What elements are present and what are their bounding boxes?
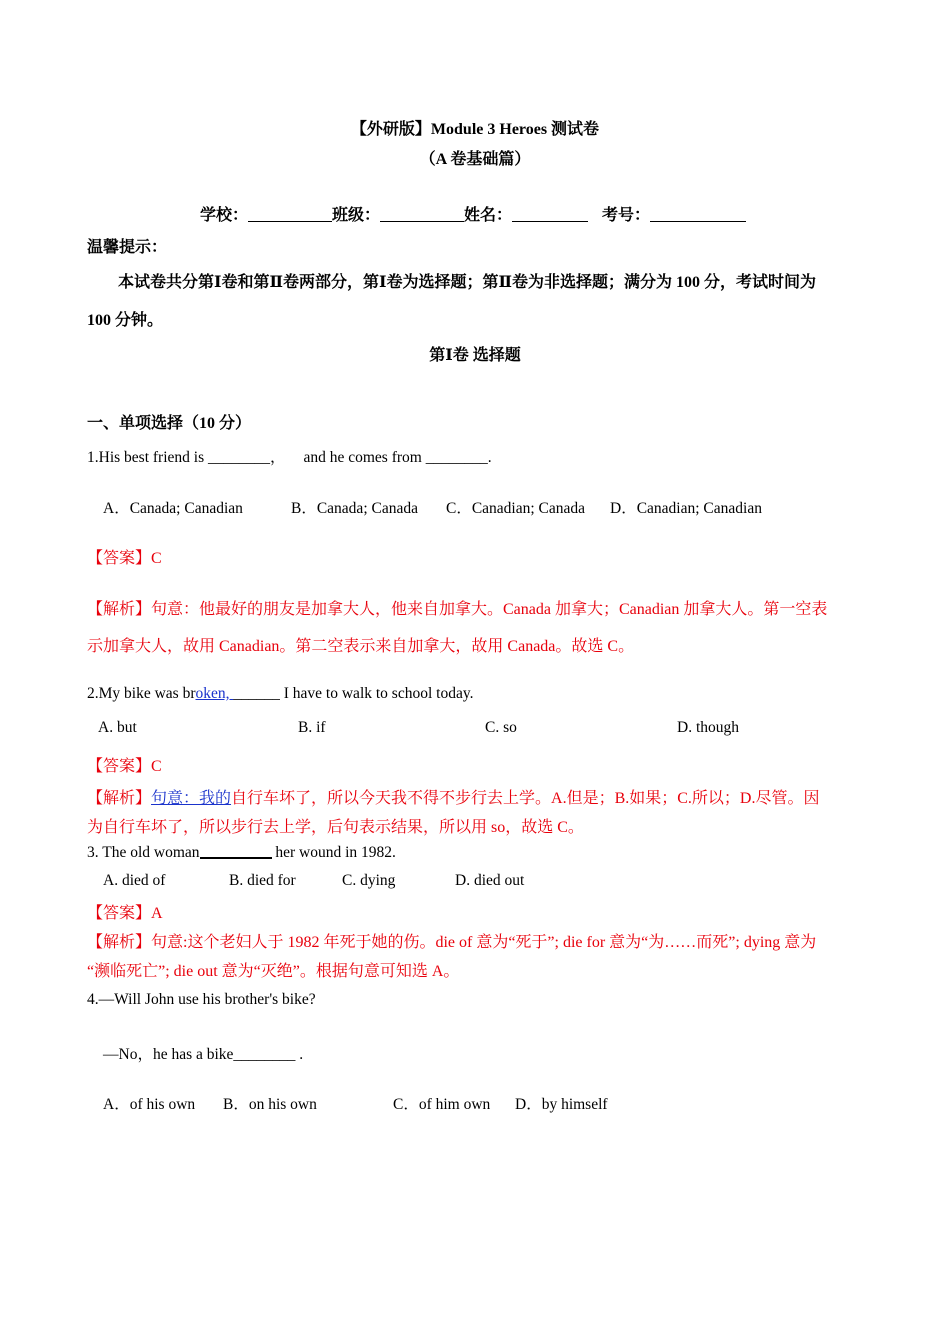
q3-stem <box>87 844 396 862</box>
q4-option-a: A．of his own <box>103 1096 196 1113</box>
q2-analysis-label: 【解析】 <box>87 790 152 807</box>
q2-option-d: D. though <box>677 719 739 736</box>
document-title <box>0 116 950 139</box>
q1-stem-part-a: 1.His best friend is ________， <box>87 449 286 466</box>
school-blank <box>248 220 332 222</box>
q4-option-d: D．by himself <box>515 1096 608 1113</box>
q2-stem-link[interactable]: oken, <box>195 685 234 702</box>
name-blank <box>512 220 588 222</box>
name-label: 姓名： <box>464 207 513 224</box>
q3-option-c: C. dying <box>342 872 396 889</box>
q3-answer: 【答案】A <box>87 905 163 922</box>
q2-analysis-rest: 自行车坏了，所以今天我不得不步行去上学。A.但是；B.如果；C.所以；D.尽管。因 <box>231 790 820 807</box>
q3-blank <box>200 856 272 859</box>
part-1-title <box>0 342 950 365</box>
number-label: 考号： <box>602 207 651 224</box>
q1-stem-part-b: and he comes from ________. <box>303 449 492 466</box>
part-1-title-text: 第Ⅰ卷 选择题 <box>429 347 521 364</box>
q3-option-a: A. died of <box>103 872 166 889</box>
number-blank <box>650 220 746 222</box>
q2-analysis-line-2: 为自行车坏了，所以步行去上学，后句表示结果，所以用 so，故选 C。 <box>87 819 584 836</box>
q4-option-c: C．of him own <box>393 1096 491 1113</box>
document-title-text: 【外研版】Module 3 Heroes 测试卷 <box>350 121 600 138</box>
q2-stem <box>87 685 473 703</box>
q1-analysis-line-1: 【解析】句意：他最好的朋友是加拿大人，他来自加拿大。Canada 加拿大；Canadian 加拿大人。第一空表 <box>87 601 828 618</box>
q4-reply: —No，he has a bike________ . <box>103 1046 304 1063</box>
q2-analysis-line-1 <box>87 785 820 808</box>
q3-option-d: D. died out <box>455 872 525 889</box>
notice-line-2: 100 分钟。 <box>87 312 164 329</box>
q4-stem: 4.—Will John use his brother's bike? <box>87 991 316 1008</box>
q3-stem-post: her wound in 1982. <box>271 844 396 861</box>
q1-option-d: D．Canadian; Canadian <box>610 500 762 517</box>
notice-label: 温馨提示： <box>87 239 168 256</box>
class-blank <box>380 220 464 222</box>
q3-option-b: B. died for <box>229 872 296 889</box>
q1-answer: 【答案】C <box>87 550 162 567</box>
q2-option-c: C. so <box>485 719 517 736</box>
document-subtitle-text: （A 卷基础篇） <box>419 151 531 168</box>
q1-analysis-line-2: 示加拿大人，故用 Canadian。第二空表示来自加拿大，故用 Canada。故选 C。 <box>87 638 635 655</box>
q2-option-a: A. but <box>98 719 137 736</box>
q1-stem <box>87 445 492 467</box>
document-subtitle <box>0 146 950 169</box>
section-1-title: 一、单项选择（10 分） <box>87 415 252 432</box>
q3-analysis-line-1: 【解析】句意:这个老妇人于 1982 年死于她的伤。die of 意为“死于”; die for 意为“为……而死”; dying 意为 <box>87 934 817 951</box>
q3-stem-pre: 3. The old woman <box>87 844 200 861</box>
q1-option-b: B．Canada; Canada <box>291 500 418 517</box>
q1-option-a: A．Canada; Canadian <box>103 500 243 517</box>
school-label: 学校： <box>200 207 249 224</box>
student-info-line <box>200 202 746 225</box>
q2-option-b: B. if <box>298 719 326 736</box>
q3-analysis-line-2: “濒临死亡”; die out 意为“灭绝”。根据句意可知选 A。 <box>87 963 460 980</box>
q2-stem-pre: 2.My bike was br <box>87 685 196 702</box>
q1-option-c: C．Canadian; Canada <box>446 500 586 517</box>
q2-stem-post: ______ I have to walk to school today. <box>233 685 474 702</box>
class-label: 班级： <box>332 207 381 224</box>
q2-answer: 【答案】C <box>87 758 162 775</box>
q4-option-b: B．on his own <box>223 1096 317 1113</box>
q2-analysis-link[interactable]: 句意：我的 <box>151 790 232 807</box>
notice-line-1: 本试卷共分第Ⅰ卷和第Ⅱ卷两部分，第Ⅰ卷为选择题；第Ⅱ卷为非选择题；满分为 100 分，考试时间为 <box>118 274 816 291</box>
